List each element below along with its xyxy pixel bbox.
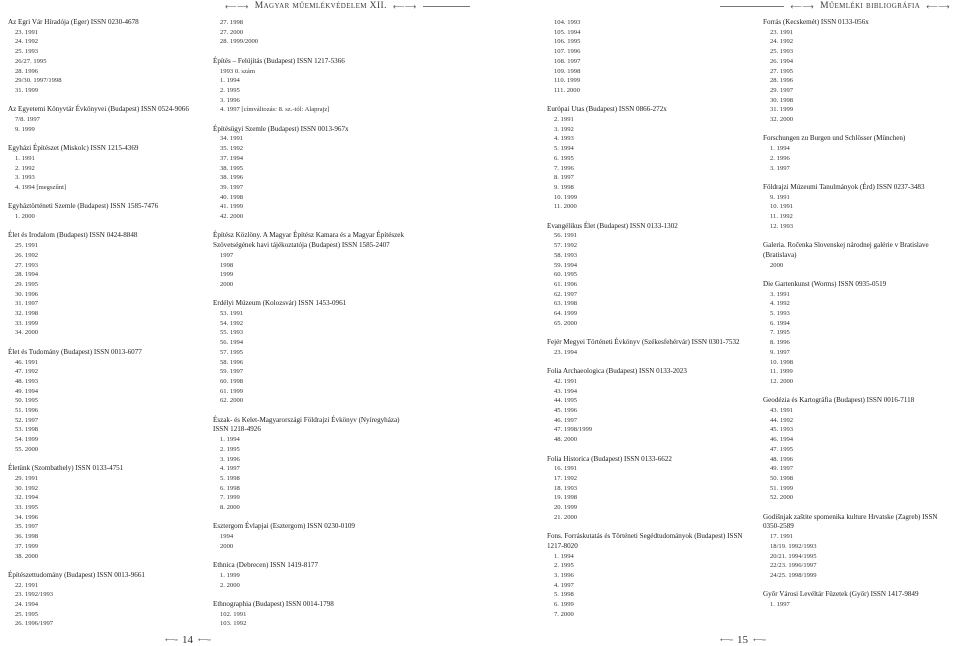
entry-spacer — [8, 193, 198, 203]
volume-line: 10. 1991 — [770, 203, 794, 211]
volume-line: 1994 — [220, 533, 234, 541]
volume-line: 32. 2000 — [770, 116, 794, 124]
volume-line: 25. 1993 — [770, 48, 794, 56]
header-ornament-left: ⟵⟶ — [225, 1, 249, 11]
entry-spacer — [547, 328, 752, 338]
volume-line: 21. 2000 — [554, 513, 578, 521]
journal-title: Fons. Forráskutatás és Történeti Segédtudományok (Budapest) ISSN 1217-8020 — [547, 532, 743, 550]
volume-line: 23. 1991 — [15, 28, 39, 36]
volume-line: 18/19. 1992/1993 — [770, 542, 817, 550]
volume-line: 46. 1991 — [15, 358, 39, 366]
volume-line: 58. 1996 — [220, 358, 244, 366]
volume-line: 25. 1995 — [15, 610, 39, 618]
volume-line: 110. 1999 — [554, 77, 581, 85]
entry-spacer — [213, 222, 413, 232]
volume-line: 2. 1995 — [554, 562, 574, 570]
bibliography-entry — [763, 396, 955, 503]
journal-title: Folia Historica (Budapest) ISSN 0133-6622 — [547, 454, 672, 463]
entry-spacer — [213, 406, 413, 416]
volume-line: 7. 1995 — [770, 329, 790, 337]
volume-line: 37. 1994 — [220, 154, 244, 162]
volume-line: 7. 1999 — [220, 494, 240, 502]
volume-line: 32. 1998 — [15, 310, 39, 318]
bibliography-entry — [213, 57, 413, 115]
volume-line: 106. 1995 — [554, 38, 581, 46]
volume-line: 17. 1991 — [770, 533, 794, 541]
journal-title: Észak- és Kelet-Magyarországi Földrajzi Évkönyv (Nyíregyháza) ISSN 1218-4926 — [213, 415, 400, 434]
volume-line: 4. 1994 [megszűnt] — [15, 183, 67, 191]
journal-title: Godišnjak zaštite spomenika kulture Hrvatske (Zagreb) ISSN 0350-2589 — [763, 512, 938, 531]
volume-line: 25. 1993 — [15, 48, 39, 56]
volume-line: 56. 1994 — [220, 339, 244, 347]
bibliography-entry — [763, 134, 955, 173]
volume-line: 17. 1992 — [554, 474, 578, 482]
bibliography-entry — [547, 105, 752, 212]
volume-line: 60. 1998 — [220, 377, 244, 385]
volume-line: 1. 1994 — [220, 77, 240, 85]
volume-line: 108. 1997 — [554, 57, 581, 65]
volume-line: 2. 1991 — [554, 116, 574, 124]
volume-line: 18. 1993 — [554, 484, 578, 492]
volume-line: 36. 1998 — [15, 533, 39, 541]
entry-spacer — [8, 134, 198, 144]
volume-line: 57. 1992 — [554, 242, 578, 250]
volume-line: 53. 1991 — [220, 310, 244, 318]
entry-spacer — [763, 270, 955, 280]
left-running-title: Magyar műemlékvédelem XII. — [254, 1, 387, 11]
entry-spacer — [547, 522, 752, 532]
volume-line: 105. 1994 — [554, 28, 581, 36]
header-ornament-right-2: ⟵⟶ — [926, 1, 950, 11]
bibliography-entry — [547, 338, 752, 357]
volume-line: 2. 1995 — [220, 86, 240, 94]
entry-spacer — [213, 115, 413, 125]
entry-spacer — [547, 445, 752, 455]
journal-title: Ethnographia (Budapest) ISSN 0014-1798 — [213, 600, 334, 609]
volume-line: 53. 1998 — [15, 426, 39, 434]
journal-title: Építésügyi Szemle (Budapest) ISSN 0013-967x — [213, 124, 349, 133]
journal-title: Életünk (Szombathely) ISSN 0133-4751 — [8, 464, 124, 473]
volume-line: 7. 2000 — [554, 610, 574, 618]
volume-line: 20. 1999 — [554, 504, 578, 512]
header-rule — [720, 6, 784, 7]
volume-line: 1993 0. szám — [220, 67, 255, 75]
volume-line: 38. 1995 — [220, 164, 244, 172]
entry-spacer — [213, 590, 413, 600]
volume-line: 51. 1996 — [15, 407, 39, 415]
volume-line: 26. 1994 — [770, 57, 794, 65]
volume-line: 4. 1997 [címváltozás: 8. sz.-tól: Alaprajz] — [220, 106, 330, 114]
volume-line: 3. 1992 — [554, 125, 574, 133]
volume-line: 11. 1992 — [770, 213, 793, 221]
volume-line: 1. 1994 — [554, 552, 574, 560]
volume-line: 1998 — [220, 261, 234, 269]
volume-line: 25. 1991 — [15, 242, 39, 250]
footer-ornament: ⟵◦◦ — [165, 636, 177, 644]
header-ornament-left-2: ⟵⟶ — [392, 1, 417, 11]
volume-line: 40. 1998 — [220, 193, 244, 201]
volume-line: 27. 1998 — [220, 19, 244, 26]
volume-line: 30. 1996 — [15, 290, 39, 298]
volume-line: 34. 1996 — [15, 513, 39, 521]
journal-title: Ethnica (Debrecen) ISSN 1419-8177 — [213, 561, 318, 570]
column-2 — [213, 18, 413, 629]
volume-line: 24. 1994 — [15, 601, 39, 609]
volume-line: 9. 1997 — [770, 348, 790, 356]
entry-spacer — [763, 125, 955, 135]
volume-line: 2. 2000 — [220, 581, 240, 589]
volume-line: 49. 1994 — [15, 387, 39, 395]
journal-title: Élet és Irodalom (Budapest) ISSN 0424-8848 — [8, 231, 138, 240]
volume-line: 1997 — [220, 251, 234, 259]
volume-line: 5. 1993 — [770, 310, 790, 318]
entry-spacer — [8, 455, 198, 465]
volume-line: 12. 1993 — [770, 222, 794, 230]
journal-title: Fejér Megyei Történeti Évkönyv (Székesfehérvár) ISSN 0301-7532 — [547, 338, 740, 347]
volume-line: 51. 1999 — [770, 484, 794, 492]
bibliography-entry — [213, 561, 413, 590]
volume-line: 5. 1998 — [220, 474, 240, 482]
journal-title: Forrás (Kecskemét) ISSN 0133-056x — [763, 18, 869, 26]
right-page-number: 15 — [737, 634, 748, 646]
bibliography-entry — [213, 231, 413, 289]
volume-line: 35. 1992 — [220, 145, 244, 153]
volume-line: 31. 1999 — [15, 86, 39, 94]
volume-line: 22. 1991 — [15, 581, 39, 589]
volume-line: 56. 1991 — [554, 232, 578, 240]
volume-line: 41. 1999 — [220, 203, 244, 211]
journal-title: Építészettudomány (Budapest) ISSN 0013-9661 — [8, 570, 145, 579]
volume-line: 31. 1997 — [15, 300, 39, 308]
volume-line: 59. 1997 — [220, 368, 244, 376]
volume-line: 4. 1993 — [554, 135, 574, 143]
entry-spacer — [8, 561, 198, 571]
volume-line: 33. 1995 — [15, 504, 39, 512]
journal-title: Galeria. Ročenka Slovenskej národnej galérie v Bratislave (Bratislava) — [763, 241, 929, 259]
volume-line: 24/25. 1998/1999 — [770, 571, 817, 579]
volume-line: 27. 2000 — [220, 28, 244, 36]
volume-line: 48. 1993 — [15, 377, 39, 385]
volume-line: 46. 1997 — [554, 416, 578, 424]
volume-line: 45. 1996 — [554, 407, 578, 415]
right-running-header — [720, 0, 950, 12]
volume-line: 42. 2000 — [220, 213, 244, 221]
volume-line: 43. 1991 — [770, 407, 794, 415]
column-4 — [763, 18, 955, 610]
volume-line: 1. 1994 — [770, 145, 790, 153]
volume-line: 2. 1995 — [220, 445, 240, 453]
bibliography-entry — [213, 18, 413, 47]
volume-line: 38. 2000 — [15, 552, 39, 560]
volume-line: 61. 1996 — [554, 280, 578, 288]
bibliography-entry — [547, 18, 752, 96]
volume-line: 23. 1994 — [554, 348, 578, 356]
volume-line: 43. 1994 — [554, 387, 578, 395]
bibliography-entry — [8, 202, 198, 221]
volume-line: 1. 1994 — [220, 436, 240, 444]
journal-title: Forschungen zu Burgen und Schlösser (München) — [763, 134, 906, 143]
volume-line: 37. 1999 — [15, 542, 39, 550]
volume-line: 10. 1998 — [770, 358, 794, 366]
volume-line: 48. 1996 — [770, 455, 794, 463]
volume-line: 2. 1996 — [770, 154, 790, 162]
bibliography-entry — [8, 18, 198, 96]
volume-line: 10. 1999 — [554, 193, 578, 201]
volume-line: 31. 1999 — [770, 106, 794, 114]
volume-line: 12. 2000 — [770, 377, 794, 385]
volume-line: 11. 1999 — [770, 368, 793, 376]
volume-line: 6. 1998 — [220, 484, 240, 492]
volume-line: 47. 1995 — [770, 445, 794, 453]
volume-line: 54. 1999 — [15, 436, 39, 444]
volume-line: 48. 2000 — [554, 436, 578, 444]
volume-line: 1999 — [220, 271, 234, 279]
entry-spacer — [547, 212, 752, 222]
entry-spacer — [763, 231, 955, 241]
volume-line: 29/30. 1997/1998 — [15, 77, 62, 85]
volume-line: 6. 1995 — [554, 154, 574, 162]
volume-line: 4. 1997 — [220, 465, 240, 473]
volume-line: 59. 1994 — [554, 261, 578, 269]
volume-line: 8. 2000 — [220, 504, 240, 512]
column-3 — [547, 18, 752, 620]
journal-title: Die Gartenkunst (Worms) ISSN 0935-0519 — [763, 279, 887, 288]
header-ornament-right: ⟵⟶ — [790, 1, 815, 11]
entry-spacer — [213, 513, 413, 523]
volume-line: 22/23. 1996/1997 — [770, 562, 817, 570]
volume-line: 50. 1998 — [770, 474, 794, 482]
volume-line: 44. 1992 — [770, 416, 794, 424]
footer-ornament: ⟵◦◦ — [198, 636, 210, 644]
volume-line: 65. 2000 — [554, 319, 578, 327]
entry-spacer — [213, 552, 413, 562]
volume-line: 2000 — [220, 542, 234, 550]
journal-title: Egyházi Építészet (Miskolc) ISSN 1215-4369 — [8, 144, 139, 153]
volume-line: 55. 1993 — [220, 329, 244, 337]
volume-line: 29. 1995 — [15, 280, 39, 288]
volume-line: 9. 1998 — [554, 183, 574, 191]
bibliography-entry — [213, 416, 413, 513]
bibliography-entry — [547, 455, 752, 523]
volume-line: 39. 1997 — [220, 183, 244, 191]
volume-line: 104. 1993 — [554, 19, 581, 26]
volume-line: 23. 1991 — [770, 28, 794, 36]
volume-line: 27. 1993 — [15, 261, 39, 269]
bibliography-entry — [213, 299, 413, 406]
volume-line: 1. 1997 — [770, 601, 790, 609]
volume-line: 5. 1994 — [554, 145, 574, 153]
volume-line: 3. 1996 — [554, 571, 574, 579]
volume-line: 64. 1999 — [554, 310, 578, 318]
volume-line: 26/27. 1995 — [15, 57, 47, 65]
footer-ornament: ⟵◦◦ — [720, 636, 732, 644]
volume-line: 47. 1998/1999 — [554, 426, 593, 434]
volume-line: 2. 1992 — [15, 164, 35, 172]
volume-line: 46. 1994 — [770, 436, 794, 444]
volume-line: 60. 1995 — [554, 271, 578, 279]
volume-line: 35. 1997 — [15, 523, 39, 531]
journal-title: Egyháztörténeti Szemle (Budapest) ISSN 1585-7476 — [8, 202, 159, 211]
journal-title: Európai Utas (Budapest) ISSN 0866-272x — [547, 105, 667, 114]
volume-line: 4. 1992 — [770, 300, 790, 308]
journal-title: Geodézia és Kartográfia (Budapest) ISSN 0016-7118 — [763, 396, 915, 405]
entry-spacer — [213, 290, 413, 300]
bibliography-entry — [213, 600, 413, 629]
volume-line: 1. 1999 — [220, 571, 240, 579]
left-page-number: 14 — [182, 634, 193, 646]
volume-line: 49. 1997 — [770, 465, 794, 473]
volume-line: 20/21. 1994/1995 — [770, 552, 817, 560]
volume-line: 28. 1994 — [15, 271, 39, 279]
volume-line: 23. 1992/1993 — [15, 591, 54, 599]
volume-line: 28. 1996 — [15, 67, 39, 75]
entry-spacer — [547, 358, 752, 368]
volume-line: 50. 1995 — [15, 397, 39, 405]
volume-line: 16. 1991 — [554, 465, 578, 473]
journal-title: Építés – Felújítás (Budapest) ISSN 1217-5366 — [213, 56, 345, 65]
volume-line: 55. 2000 — [15, 445, 39, 453]
volume-line: 8. 1997 — [554, 174, 574, 182]
volume-line: 29. 1991 — [15, 474, 39, 482]
journal-title: Evangélikus Élet (Budapest) ISSN 0133-1302 — [547, 221, 678, 230]
volume-line: 1. 1991 — [15, 154, 35, 162]
entry-spacer — [763, 387, 955, 397]
volume-line: 62. 1997 — [554, 290, 578, 298]
volume-line: 29. 1997 — [770, 86, 794, 94]
volume-line: 52. 1997 — [15, 416, 39, 424]
bibliography-entry — [8, 105, 198, 134]
volume-line: 9. 1999 — [15, 125, 35, 133]
volume-line: 54. 1992 — [220, 319, 244, 327]
entry-spacer — [8, 96, 198, 106]
journal-title: Élet és Tudomány (Budapest) ISSN 0013-6077 — [8, 347, 142, 356]
volume-line: 27. 1995 — [770, 67, 794, 75]
volume-line: 58. 1993 — [554, 251, 578, 259]
volume-line: 3. 1996 — [220, 96, 240, 104]
volume-line: 32. 1994 — [15, 494, 39, 502]
bibliography-entry — [547, 222, 752, 329]
bibliography-entry — [763, 590, 955, 609]
bibliography-entry — [547, 367, 752, 445]
volume-line: 3. 1997 — [770, 164, 790, 172]
volume-line: 103. 1992 — [220, 620, 247, 628]
volume-line: 33. 1999 — [15, 319, 39, 327]
bibliography-entry — [763, 513, 955, 581]
volume-line: 5. 1998 — [554, 591, 574, 599]
volume-line: 24. 1992 — [15, 38, 39, 46]
journal-title: Építész Közlöny. A Magyar Építész Kamara és a Magyar Építészek Szövetségének havi tájékoztatója (Budapest) ISSN 1585-2407 — [213, 231, 405, 250]
volume-line: 63. 1998 — [554, 300, 578, 308]
left-running-header — [225, 0, 470, 12]
right-running-title: Műemléki bibliográfia — [820, 1, 921, 11]
entry-spacer — [763, 173, 955, 183]
left-page-footer — [165, 634, 210, 646]
volume-line: 28. 1999/2000 — [220, 38, 259, 46]
volume-line: 1. 2000 — [15, 213, 35, 221]
volume-line: 52. 2000 — [770, 494, 794, 502]
volume-line: 4. 1997 — [554, 581, 574, 589]
volume-line: 6. 1999 — [554, 601, 574, 609]
bibliography-entry — [213, 522, 413, 551]
entry-spacer — [763, 581, 955, 591]
bibliography-entry — [8, 144, 198, 193]
right-page-footer — [720, 634, 765, 646]
column-1 — [8, 18, 198, 629]
bibliography-entry — [763, 183, 955, 232]
entry-spacer — [547, 96, 752, 106]
volume-line: 38. 1996 — [220, 174, 244, 182]
entry-spacer — [8, 338, 198, 348]
bibliography-entry — [8, 464, 198, 561]
volume-line: 102. 1991 — [220, 610, 247, 618]
volume-line: 2000 — [220, 280, 234, 288]
bibliography-entry — [547, 532, 752, 619]
volume-line: 3. 1993 — [15, 174, 35, 182]
header-rule — [423, 6, 470, 7]
volume-line: 2000 — [770, 261, 784, 269]
volume-line: 9. 1991 — [770, 193, 790, 201]
volume-line: 107. 1996 — [554, 48, 581, 56]
volume-line: 7/8. 1997 — [15, 116, 40, 124]
volume-line: 45. 1993 — [770, 426, 794, 434]
volume-line: 3. 1991 — [770, 290, 790, 298]
journal-title: Földrajzi Múzeumi Tanulmányok (Érd) ISSN 0237-3483 — [763, 182, 925, 191]
volume-line: 34. 1991 — [220, 135, 244, 143]
volume-line: 111. 2000 — [554, 86, 580, 94]
footer-ornament: ⟵◦◦ — [753, 636, 765, 644]
volume-line: 42. 1991 — [554, 377, 578, 385]
bibliography-entry — [8, 231, 198, 338]
journal-title: Esztergom Évlapjai (Esztergom) ISSN 0230-0109 — [213, 522, 355, 531]
journal-title: Az Egyetemi Könyvtár Évkönyvei (Budapest) ISSN 0524-9066 — [8, 105, 189, 114]
volume-line: 11. 2000 — [554, 203, 577, 211]
volume-line: 109. 1998 — [554, 67, 581, 75]
volume-line: 61. 1999 — [220, 387, 244, 395]
bibliography-entry — [763, 280, 955, 387]
volume-line: 57. 1995 — [220, 348, 244, 356]
volume-line: 8. 1996 — [770, 339, 790, 347]
entry-spacer — [8, 222, 198, 232]
volume-line: 62. 2000 — [220, 397, 244, 405]
volume-line: 30. 1992 — [15, 484, 39, 492]
bibliography-entry — [763, 241, 955, 270]
volume-line: 30. 1998 — [770, 96, 794, 104]
volume-line: 26. 1996/1997 — [15, 620, 54, 628]
volume-line: 28. 1996 — [770, 77, 794, 85]
volume-line: 24. 1992 — [770, 38, 794, 46]
volume-line: 6. 1994 — [770, 319, 790, 327]
volume-line: 26. 1992 — [15, 251, 39, 259]
journal-title: Győr Városi Levéltár Füzetek (Győr) ISSN 1417-9849 — [763, 590, 919, 599]
bibliography-entry — [213, 125, 413, 222]
volume-line: 3. 1996 — [220, 455, 240, 463]
volume-line: 7. 1996 — [554, 164, 574, 172]
volume-line: 19. 1998 — [554, 494, 578, 502]
volume-line: 47. 1992 — [15, 368, 39, 376]
bibliography-entry — [763, 18, 955, 125]
journal-title: Folia Archaeologica (Budapest) ISSN 0133-2023 — [547, 367, 687, 376]
bibliography-entry — [8, 571, 198, 629]
journal-title: Erdélyi Múzeum (Kolozsvár) ISSN 1453-0961 — [213, 299, 347, 308]
bibliography-entry — [8, 348, 198, 455]
journal-title: Az Egri Vár Híradója (Eger) ISSN 0230-4678 — [8, 18, 139, 26]
entry-spacer — [763, 503, 955, 513]
volume-line: 34. 2000 — [15, 329, 39, 337]
entry-spacer — [213, 47, 413, 57]
volume-line: 44. 1995 — [554, 397, 578, 405]
